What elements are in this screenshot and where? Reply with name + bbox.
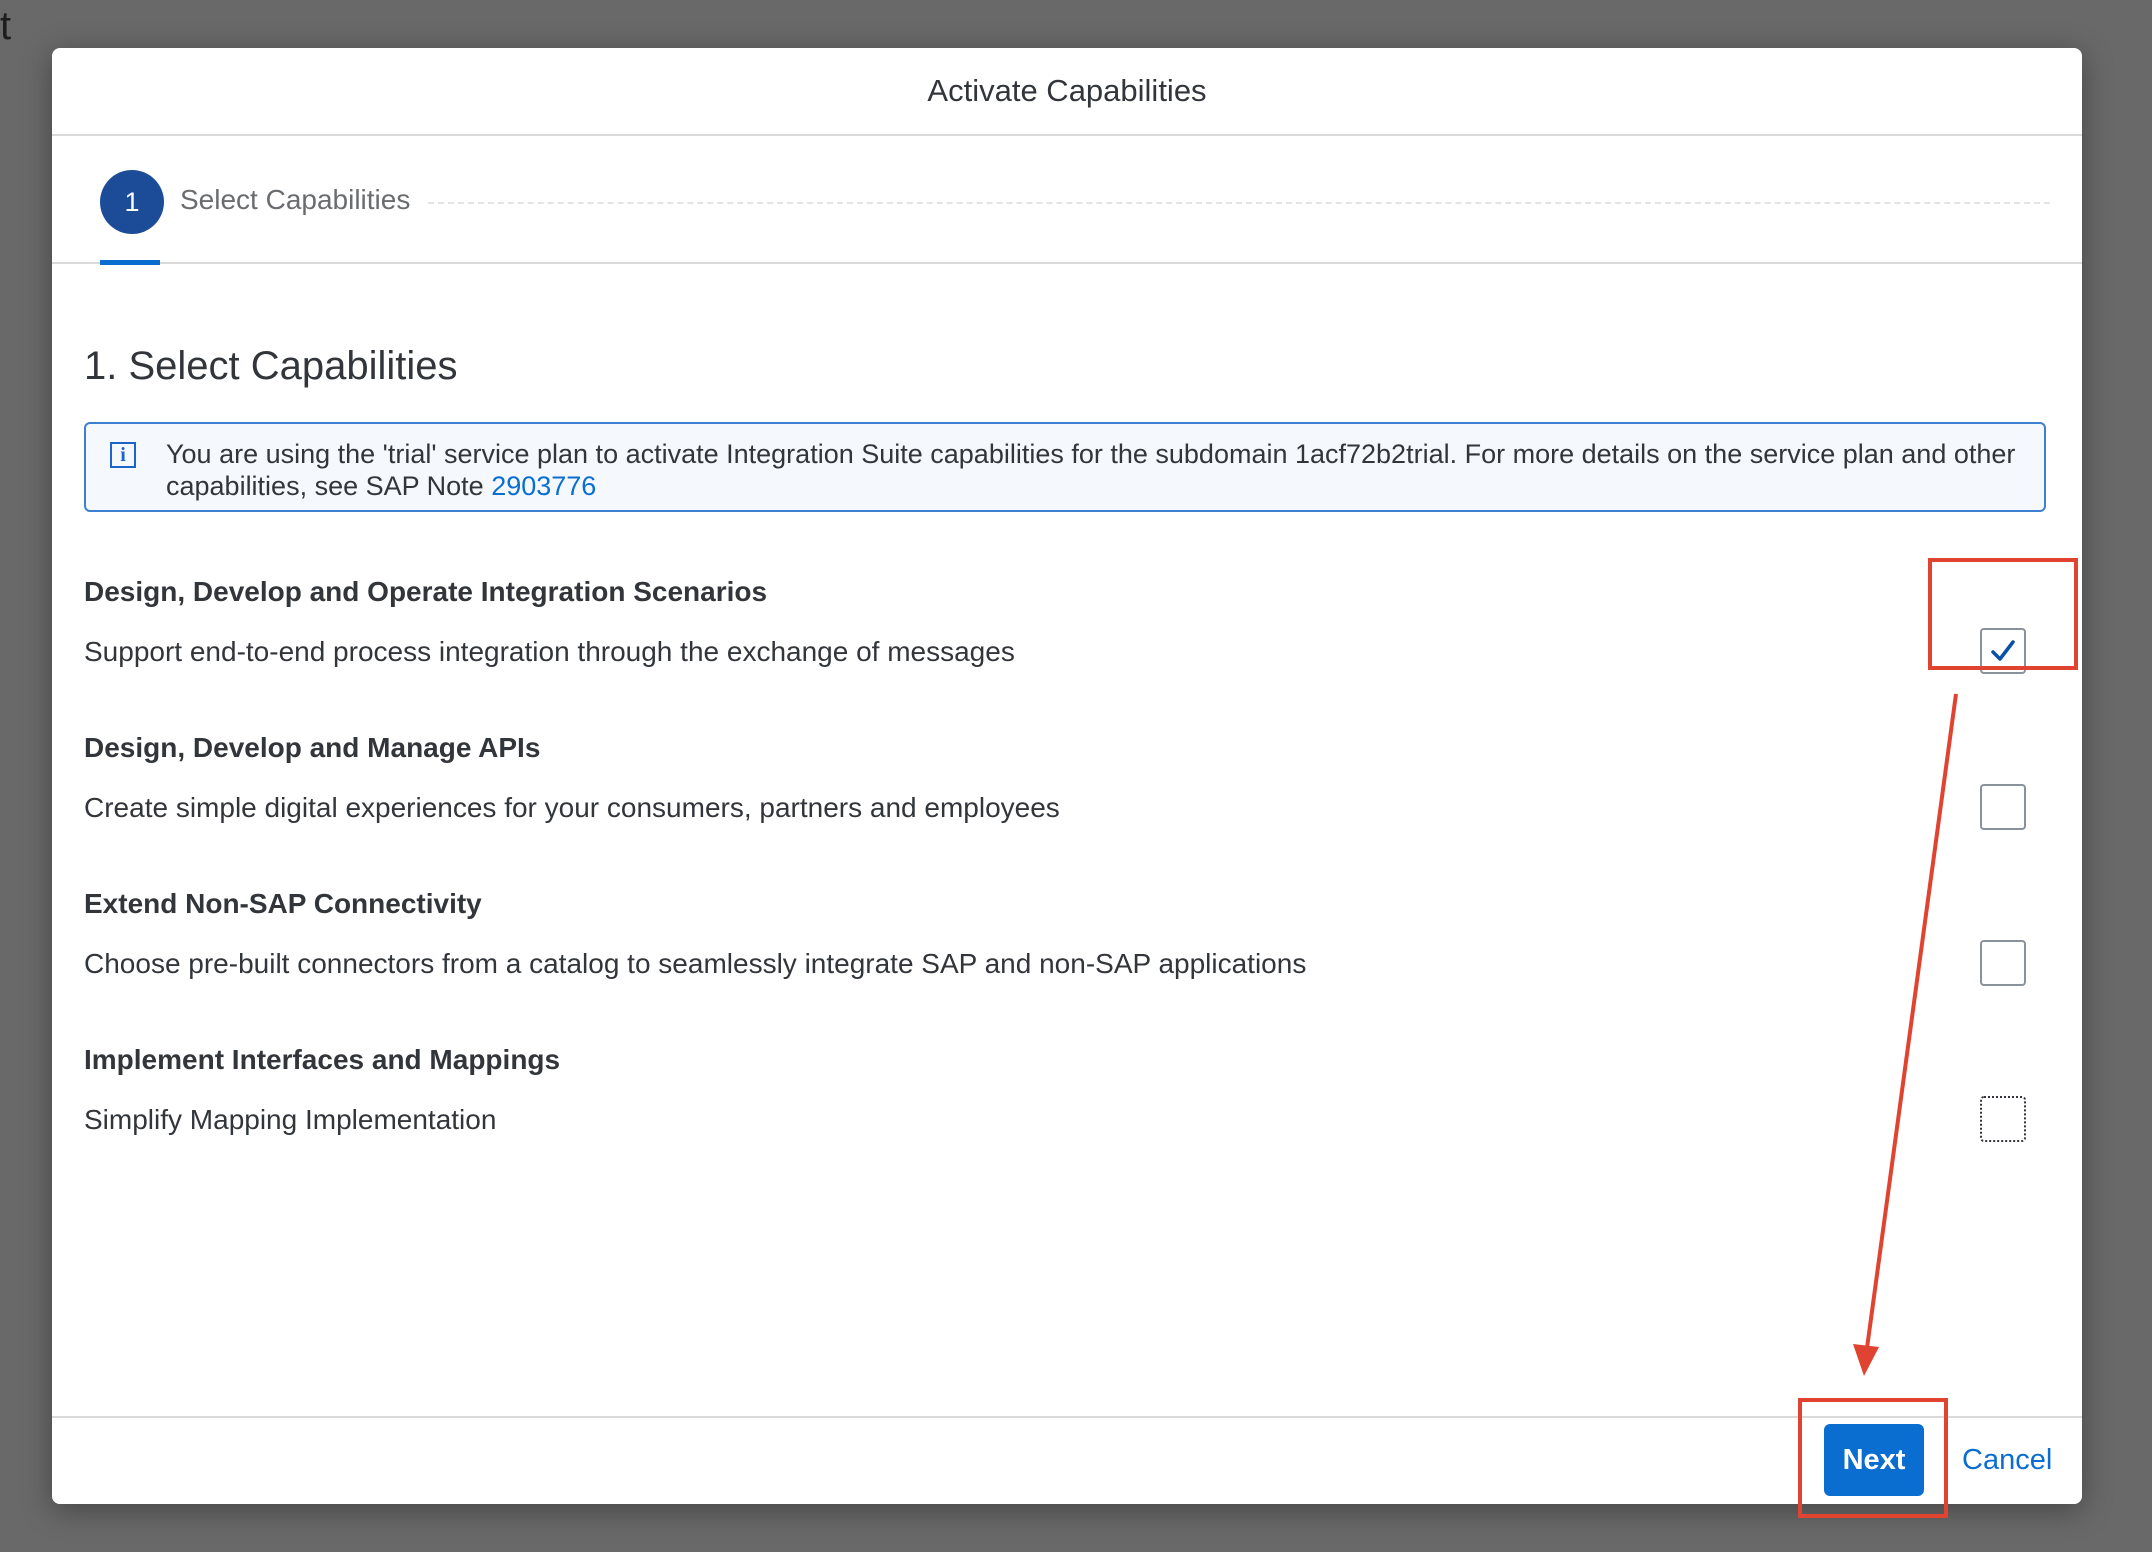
info-message-body: You are using the 'trial' service plan to activate Integration Suite capabilities for the subdomain 1acf72b2trial. For more details on the service plan and other capabilities, see SAP Note xyxy=(166,439,2016,501)
capability-description: Create simple digital experiences for your consumers, partners and employees xyxy=(84,792,1060,823)
wizard-step-1-indicator[interactable]: 1 xyxy=(100,170,164,234)
background-text: t xyxy=(0,4,12,48)
dialog-footer xyxy=(52,1416,2082,1504)
activate-capabilities-dialog xyxy=(52,48,2082,1504)
capability-description: Choose pre-built connectors from a catalog to seamlessly integrate SAP and non-SAP applications xyxy=(84,948,1307,979)
capability-title: Extend Non-SAP Connectivity xyxy=(84,888,482,919)
cancel-button[interactable]: Cancel xyxy=(1952,1424,2062,1496)
wizard-step-active-underline xyxy=(100,260,160,265)
capability-checkbox-non-sap-connectivity[interactable] xyxy=(1980,940,2026,986)
wizard-step-1-label[interactable]: Select Capabilities xyxy=(180,184,411,215)
capability-item-integration-scenarios xyxy=(84,576,2046,706)
sap-note-link[interactable]: 2903776 xyxy=(491,471,597,501)
capability-title: Design, Develop and Manage APIs xyxy=(84,732,541,763)
annotation-highlight-next-button xyxy=(1798,1398,1948,1518)
capability-title: Implement Interfaces and Mappings xyxy=(84,1044,561,1075)
info-message-text xyxy=(166,438,2020,502)
capability-item-manage-apis xyxy=(84,732,2046,862)
wizard-progress-bar xyxy=(52,136,2082,264)
dialog-header xyxy=(52,48,2082,136)
info-message-strip xyxy=(84,422,2046,512)
section-title: 1. Select Capabilities xyxy=(84,344,458,388)
next-button[interactable]: Next xyxy=(1824,1424,1924,1496)
capability-title: Design, Develop and Operate Integration Scenarios xyxy=(84,576,768,607)
dialog-title: Activate Capabilities xyxy=(927,73,1207,108)
capability-checkbox-interfaces-mappings[interactable] xyxy=(1980,1096,2026,1142)
capability-item-non-sap-connectivity xyxy=(84,888,2046,1018)
wizard-step-connector xyxy=(428,202,2050,204)
info-icon: i xyxy=(110,442,136,468)
capability-description: Simplify Mapping Implementation xyxy=(84,1104,497,1135)
annotation-highlight-checkbox xyxy=(1928,558,2078,670)
capability-item-interfaces-mappings xyxy=(84,1044,2046,1174)
capability-description: Support end-to-end process integration through the exchange of messages xyxy=(84,636,1015,667)
capability-checkbox-manage-apis[interactable] xyxy=(1980,784,2026,830)
